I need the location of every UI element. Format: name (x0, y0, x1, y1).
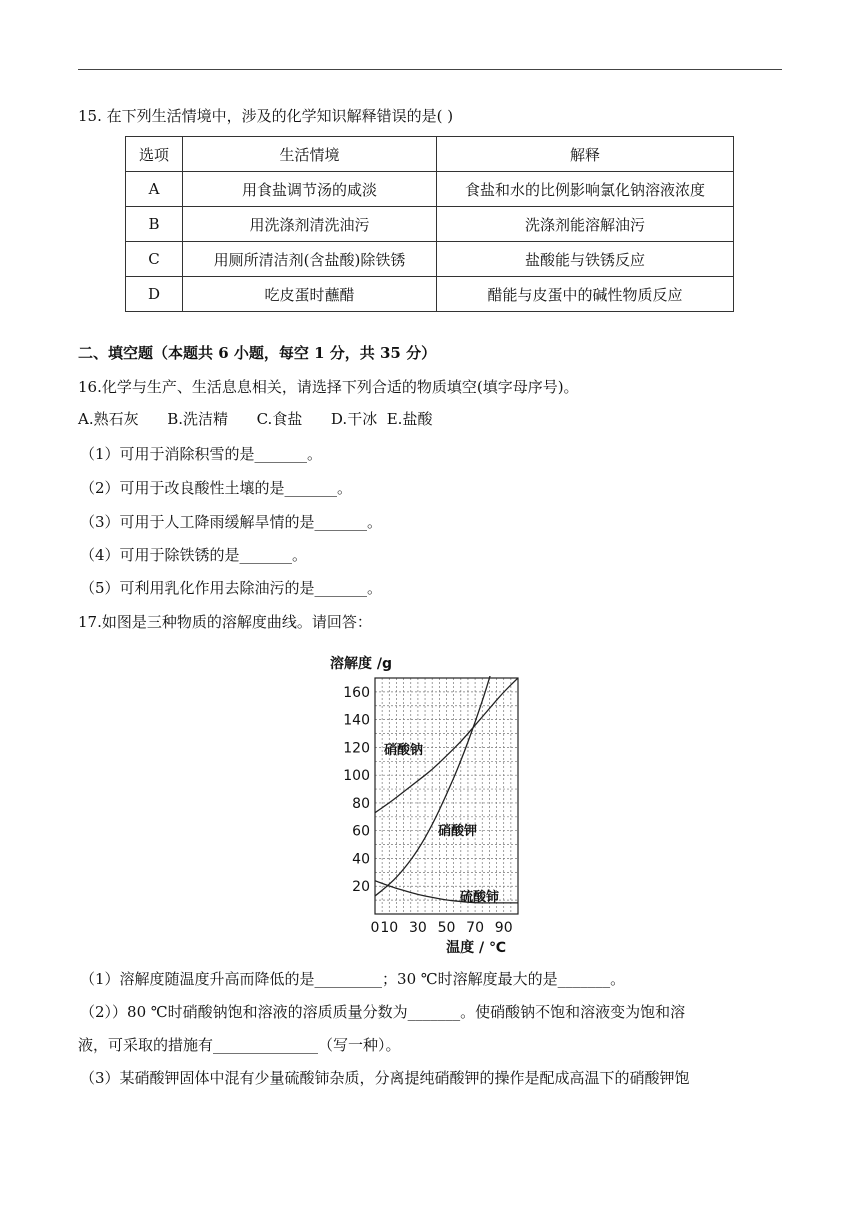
x-tick-label: 0 (370, 920, 380, 936)
table-cell: B (126, 207, 183, 242)
x-tick-label: 50 (437, 920, 456, 936)
y-tick-label: 160 (343, 684, 370, 701)
table-cell: 醋能与皮蛋中的碱性物质反应 (437, 277, 734, 312)
q17-item: （1）溶解度随温度升高而降低的是_________；30 ℃时溶解度最大的是_______。 (80, 970, 626, 988)
table-row (126, 172, 734, 207)
series-line (375, 650, 497, 896)
y-tick-label: 100 (343, 768, 370, 785)
table-cell: 用洗涤剂清洗油污 (183, 207, 437, 242)
q16-item: （2）可用于改良酸性土壤的是_______。 (80, 479, 353, 497)
table-cell: 洗涤剂能溶解油污 (437, 207, 734, 242)
table-row (126, 207, 734, 242)
y-tick-label: 120 (343, 740, 370, 757)
x-tick-label: 30 (408, 920, 427, 936)
y-tick-label: 80 (352, 795, 370, 812)
x-tick-label: 70 (466, 920, 485, 936)
table-header-cell: 生活情境 (183, 137, 437, 172)
table-row (126, 242, 734, 277)
header-rule (78, 69, 782, 70)
q17-item: （3）某硝酸钾固体中混有少量硫酸铈杂质，分离提纯硝酸钾的操作是配成高温下的硝酸钾饱 (80, 1069, 690, 1087)
x-axis-title: 温度 / ℃ (446, 940, 506, 954)
q17-stem: 17.如图是三种物质的溶解度曲线。请回答： (78, 613, 372, 631)
series-label: 硝酸钠 (384, 743, 424, 758)
q16-item: （3）可用于人工降雨缓解旱情的是_______。 (80, 513, 383, 531)
table-cell: 食盐和水的比例影响氯化钠溶液浓度 (437, 172, 734, 207)
section-title: 二、填空题（本题共 6 小题，每空 1 分，共 35 分） (78, 344, 437, 362)
q16-item: （4）可用于除铁锈的是_______。 (80, 546, 308, 564)
y-tick-label: 40 (352, 851, 370, 868)
table-header-cell: 选项 (126, 137, 183, 172)
table-cell: 盐酸能与铁锈反应 (437, 242, 734, 277)
options-table (125, 136, 734, 312)
table-cell: C (126, 242, 183, 277)
table-cell: A (126, 172, 183, 207)
q17-item: （2））80 ℃时硝酸钠饱和溶液的溶质质量分数为_______。使硝酸钠不饱和溶液变为饱和溶 (80, 1003, 686, 1021)
q16-item: （5）可利用乳化作用去除油污的是_______。 (80, 579, 383, 597)
table-header-cell: 解释 (437, 137, 734, 172)
q16-item: （1）可用于消除积雪的是_______。 (80, 445, 323, 463)
q16-stem: 16.化学与生产、生活息息相关，请选择下列合适的物质填空(填字母序号)。 (78, 378, 579, 396)
chart-svg (328, 648, 528, 954)
table-cell: D (126, 277, 183, 312)
q15-stem: 15. 在下列生活情境中，涉及的化学知识解释错误的是( ) (78, 107, 454, 125)
table-cell: 用食盐调节汤的咸淡 (183, 172, 437, 207)
q17-item-continued: 液，可采取的措施有______________（写一种）。 (78, 1036, 401, 1054)
y-axis-title: 溶解度 /g (330, 656, 393, 672)
table-cell: 吃皮蛋时蘸醋 (183, 277, 437, 312)
x-tick-label: 10 (380, 920, 399, 936)
y-tick-label: 20 (352, 879, 370, 896)
y-tick-label: 140 (343, 712, 370, 729)
table-cell: 用厕所清洁剂(含盐酸)除铁锈 (183, 242, 437, 277)
x-tick-label: 90 (494, 920, 513, 936)
series-label: 硝酸钾 (438, 824, 478, 839)
table-header-row (126, 137, 734, 172)
q16-choices: A.熟石灰 B.洗洁精 C.食盐 D.干冰 E.盐酸 (78, 410, 433, 428)
series-label: 硫酸铈 (460, 890, 500, 905)
table-row (126, 277, 734, 312)
solubility-chart (328, 648, 528, 954)
y-tick-label: 60 (352, 823, 370, 840)
